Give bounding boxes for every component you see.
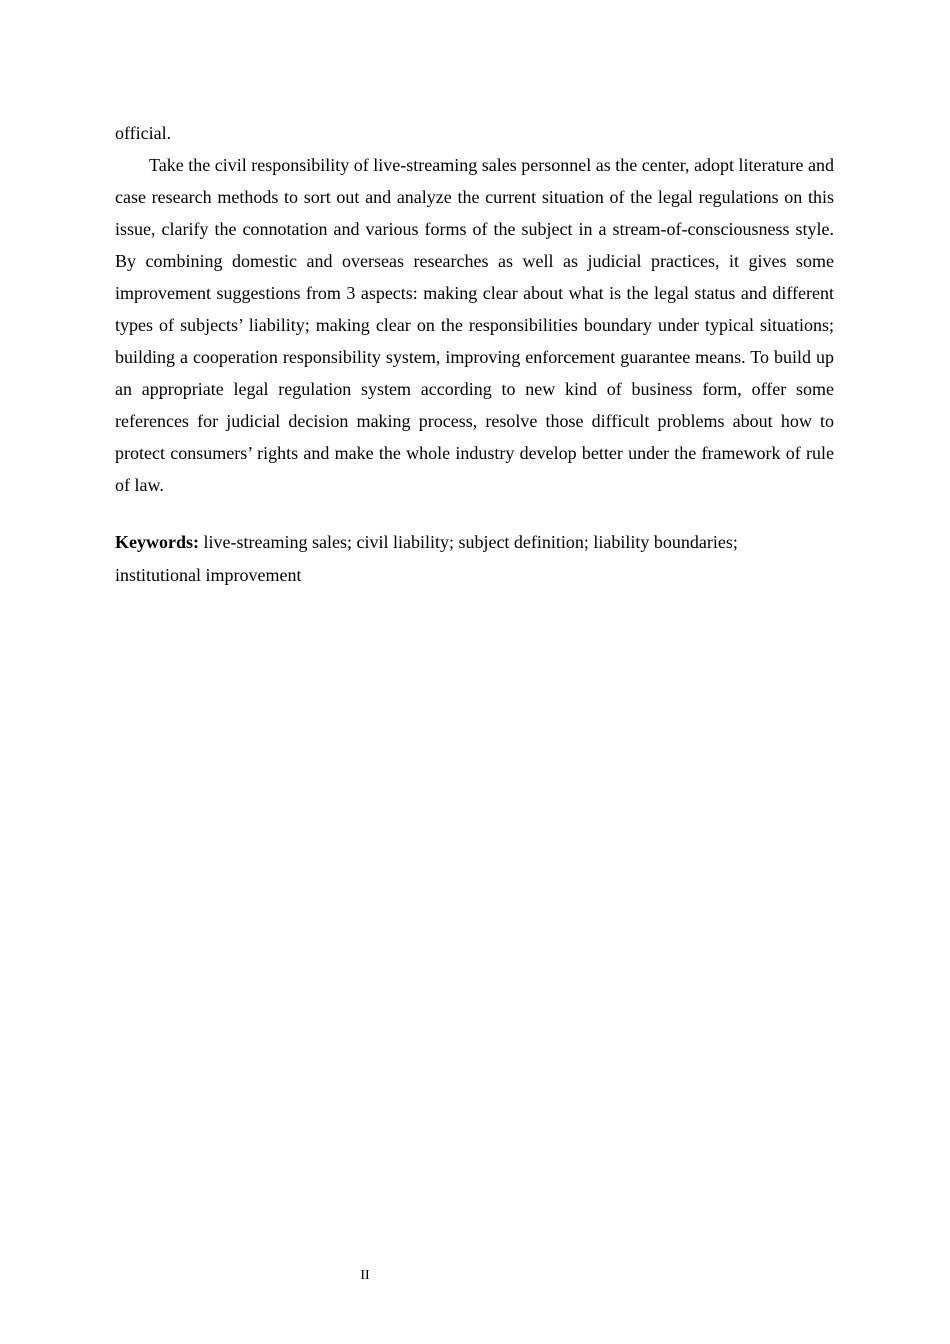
abstract-body xyxy=(115,117,834,501)
page-number: II xyxy=(360,1268,370,1283)
continued-paragraph: official. xyxy=(115,123,172,143)
keywords-block xyxy=(115,526,834,592)
abstract-paragraph: Take the civil responsibility of live-streaming sales personnel as the center, adopt literature and case research methods to sort out and analyze the current situation of the legal regulations on this issue, clarify the connotation and various forms of the subject in a stream-of-consciousness style. By combining domestic and overseas researches as well as judicial practices, it gives some improvement suggestions from 3 aspects: making clear about what is the legal status and different types of subjects’ liability; making clear on the responsibilities boundary under typical situations; building a cooperation responsibility system, improving enforcement guarantee means. To build up an appropriate legal regulation system according to new kind of business form, offer some references for judicial decision making process, resolve those difficult problems about how to protect consumers’ rights and make the whole industry develop better under the framework of rule of law. xyxy=(115,155,834,495)
keywords-text-line2: institutional improvement xyxy=(115,565,302,585)
keywords-label: Keywords: xyxy=(115,532,199,552)
keywords-text: live-streaming sales; civil liability; subject definition; liability boundaries; xyxy=(203,532,738,552)
